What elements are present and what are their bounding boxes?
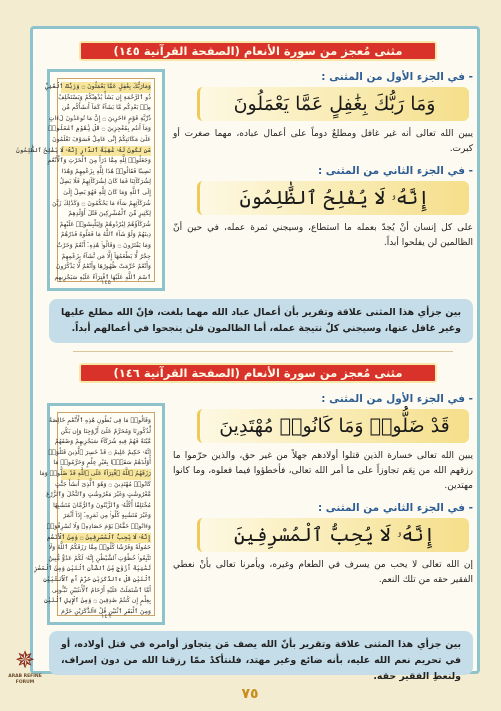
mushaf-page-image xyxy=(16,69,165,291)
part1-verse: وَمَا رَبُّكَ بِغَٰفِلٍ عَمَّا يَعْمَلُونَ xyxy=(197,87,469,121)
section-divider xyxy=(73,351,453,352)
mushaf-text-block xyxy=(34,412,155,616)
mushaf-page-number: ١٤٦ xyxy=(101,613,111,620)
part1-heading: - في الجزء الأول من المثنى : xyxy=(321,393,473,405)
mushaf-line: وَمِنَ ٱلْبَقَرِ ٱثْنَيْنِ قُلْ ءَآلذَّكَرَيْنِ حَرَّمَ xyxy=(61,607,151,615)
mushaf-line: تَتَّبِعُوا۟ خُطُوَٰتِ ٱلشَّيْطَٰنِ إِنَّهُۥ لَكُمْ عَدُوٌّ مُّبِينٌ xyxy=(48,554,151,562)
part2-verse: إِنَّهُۥ لَا يُفْلِحُ ٱلظَّٰلِمُونَ xyxy=(197,181,469,215)
mushaf-line: مَّعْرُوشَٰتٍ وَغَيْرَ مَعْرُوشَٰتٍ وَٱلنَّخْلَ وَٱلزَّرْعَ xyxy=(46,491,151,499)
part1-verse: قَدْ ضَلُّوا۟ وَمَا كَانُوا۟ مُهْتَدِينَ xyxy=(197,409,469,443)
mushaf-line: وَمَارَبُّكَ بِغَٰفِلٍ عَمَّا يَعْمَلُونَ ۝ وَرَبُّكَ ٱلْغَنِيُّ xyxy=(61,82,151,93)
mushaf-line: لِكَثِيرٍ مِّنَ ٱلْمُشْرِكِينَ قَتْلَ أَوْلَٰدِهِمْ xyxy=(68,210,151,218)
mushaf-line: حَمُولَةً وَفَرْشًا كُلُوا۟ مِمَّا رَزَقَكُمُ ٱللَّهُ وَلَا xyxy=(48,544,151,552)
mushaf-line: دِينَهُمْ وَلَوْ شَآءَ ٱللَّهُ مَا فَعَلُوهُ فَذَرْهُمْ xyxy=(60,231,151,239)
mushaf-line: مَن تَكُونُ لَهُۥ عَٰقِبَةُ ٱلدَّارِ إِنَّهُۥ لَا يُفْلِحُ ٱلظَّٰلِمُونَ xyxy=(61,146,151,157)
mushaf-line: مَّيْتَةً فَهُمْ فِيهِ شُرَكَآءُ سَيَجْزِيهِمْ وَصْفَهُمْ xyxy=(54,438,151,446)
mushaf-text-block xyxy=(16,78,155,282)
mushaf-line: وَمَا يَفْتَرُونَ ۝ وَقَالُوا۟ هَٰذِهِۦٓ أَنْعَٰمٌ وَحَرْثٌ xyxy=(56,241,151,249)
mushaf-line: أَمَّا ٱشْتَمَلَتْ عَلَيْهِ أَرْحَامُ ٱلْأُنثَيَيْنِ نَبِّـُٔونِى xyxy=(52,586,151,594)
mushaf-line: وَغَيْرَ مُتَشَٰبِهٍ كُلُوا۟ مِن ثَمَرِهِۦٓ إِذَآ أَثْمَرَ xyxy=(63,512,151,520)
mushaf-line: كَانُوا۟ مُهْتَدِينَ ۝ وَهُوَ ٱلَّذِىٓ أَنشَأَ جَنَّٰتٍ xyxy=(55,480,151,488)
mushaf-line: إِلَى ٱللَّهِ وَمَا كَانَ لِلَّهِ فَهُوَ يَصِلُ إِلَىٰ xyxy=(63,188,151,196)
page-number: ٧٥ xyxy=(241,686,259,702)
part1-explanation: يبين الله تعالى أنه غير غافل ومطلعٌ دوماً على أعمال عباده، مهما صغرت أو كبرت. xyxy=(173,129,473,154)
mushaf-line: شُرَكَآئِهِمْ سَآءَ مَا يَحْكُمُونَ ۝ وَكَذَٰلِكَ زَيَّنَ xyxy=(52,199,151,207)
part1-explanation: يبين الله تعالى خسارة الذين قتلوا أولادهم جهلاً من غير حق، والذين حرّموا ما رزقهم الله من نِعَم تجاوزاً على ما أمر الله تعالى، فأخطؤوا فيما فعلوه، وما كانوا مهتدين. xyxy=(173,451,473,491)
summary-box: بين جزأي هذا المثنى علاقة وتقرير بأن أعمال عباد الله مهما بلغت، فإنّ الله مطلع عليها وغير غافل عنها، وسيجني كلٌ نتيجة عمله، أما الظالمون فلن ينجحوا في أعمالهم أبداً. xyxy=(49,299,473,343)
mushaf-line: وَمَآ أَنتُم بِمُعْجِزِينَ ۝ قُلْ يَٰقَوْمِ ٱعْمَلُوا۟ xyxy=(48,125,151,133)
mushaf-line: وَءَاتُوا۟ حَقَّهُۥ يَوْمَ حَصَادِهِۦ وَلَا تُسْرِفُوٓا۟ xyxy=(46,522,151,530)
eagle-icon: ✵ xyxy=(14,646,36,674)
mushaf-line: لِشُرَكَآئِنَا فَمَا كَانَ لِشُرَكَآئِهِمْ فَلَا يَصِلُ xyxy=(59,178,151,186)
mushaf-line: ٱسْمَ ٱللَّهِ عَلَيْهَا ٱفْتِرَآءً عَلَيْهِ سَيَجْزِيهِم xyxy=(54,273,151,281)
mushaf-page-number: ١٤٥ xyxy=(101,279,111,286)
mushaf-line: وَقَالُوا۟ مَا فِى بُطُونِ هَٰذِهِ ٱلْأَنْعَٰمِ خَالِصَةٌ xyxy=(48,417,151,424)
part1-heading: - في الجزء الأول من المثنى : xyxy=(321,71,473,83)
section-title: مثنى مُعجز من سورة الأنعام (الصفحة القرآنية ١٤٥) xyxy=(79,41,437,61)
mushaf-line: مُخْتَلِفًا أُكُلُهُۥ وَٱلزَّيْتُونَ وَٱلرُّمَّانَ مُتَشَٰبِهًا xyxy=(53,501,151,509)
mushaf-page-image xyxy=(34,403,165,625)
mushaf-line: إِنَّهُۥ حَكِيمٌ عَلِيمٌ ۝ قَدْ خَسِرَ ٱلَّذِينَ قَتَلُوٓا۟ xyxy=(48,448,151,456)
part2-explanation: إن الله تعالى لا يحب من يسرف في الطعام وغيره، ويأمرنا تعالى بأنْ نعطي الفقير حقه من تلك النعم. xyxy=(173,560,473,585)
section-content xyxy=(173,69,473,257)
mushaf-line: ثَمَٰنِيَةَ أَزْوَٰجٍ مِّنَ ٱلضَّأْنِ ٱثْنَيْنِ وَمِنَ ٱلْمَعْزِ xyxy=(34,565,151,573)
part2-explanation: على كل إنسان أنْ يُجدّ بعمله ما استطاع، وسيجني ثمرة عمله، في حين أنّ الظالمين لن يفلحوا أبداً. xyxy=(173,223,473,248)
mushaf-line: نَصِيبًا فَقَالُوا۟ هَٰذَا لِلَّهِ بِزَعْمِهِمْ وَهَٰذَا xyxy=(61,167,151,175)
mushaf-line: بِعِلْمٍ إِن كُنتُمْ صَٰدِقِينَ ۝ وَمِنَ ٱلْإِبِلِ ٱثْنَيْنِ xyxy=(44,597,151,605)
mushaf-line: وَأَنْعَٰمٌ حُرِّمَتْ ظُهُورُهَا وَأَنْعَٰمٌ لَّا يَذْكُرُونَ xyxy=(55,263,151,271)
mushaf-line: مِنۢ بَعْدِكُم مَّا يَشَآءُ كَمَآ أَنشَأَكُم مِّن xyxy=(61,104,151,112)
mushaf-line: عَلَىٰ مَكَانَتِكُمْ إِنِّى عَامِلٌ فَسَوْفَ تَعْلَمُونَ xyxy=(52,135,151,143)
mushaf-line: رَزَقَهُمُ ٱللَّهُ ٱفْتِرَآءً عَلَى ٱللَّهِ قَدْ ضَلُّوا۟ وَمَا xyxy=(61,469,151,480)
summary-box: بين جزأي هذا المثنى علاقة وتقرير بأنّ الله يصف مَن يتجاوز أوامره في قتل أولاده، أو في تحريم نعم الله عليه، بأنه ضائع وغير مهتد، فلنتأكدْ ممّا رزقنا الله من دون إسراف، ولنعطِ الفقير حقه. xyxy=(49,631,473,675)
logo-text: ARAB REFINE FORUM xyxy=(8,674,42,685)
part2-heading: - في الجزء الثاني من المثنى : xyxy=(317,165,473,177)
mushaf-line: إِنَّهُۥ لَا يُحِبُّ ٱلْمُسْرِفِينَ ۝ وَمِنَ ٱلْأَنْعَٰمِ xyxy=(61,533,151,544)
mushaf-line: حِجْرٌ لَّا يَطْعَمُهَآ إِلَّا مَن نَّشَآءُ بِزَعْمِهِمْ xyxy=(61,252,151,260)
mushaf-line: لِّذُكُورِنَا وَمُحَرَّمٌ عَلَىٰٓ أَزْوَٰجِنَا وَإِن يَكُن xyxy=(60,427,151,435)
forum-logo xyxy=(2,646,48,708)
mushaf-line: وَجَعَلُوا۟ لِلَّهِ مِمَّا ذَرَأَ مِنَ ٱلْحَرْثِ وَٱلْأَنْعَٰمِ xyxy=(47,157,151,165)
part2-heading: - في الجزء الثاني من المثنى : xyxy=(317,502,473,514)
mushaf-line: ٱثْنَيْنِ قُلْ ءَآلذَّكَرَيْنِ حَرَّمَ أَمِ ٱلْأُنثَيَيْنِ xyxy=(43,575,151,583)
section-page-145 xyxy=(16,37,473,337)
part2-verse: إِنَّهُۥ لَا يُحِبُّ ٱلْمُسْرِفِينَ xyxy=(197,518,469,552)
section-page-146 xyxy=(34,363,473,682)
mushaf-line: ذُو ٱلرَّحْمَةِ إِن يَشَأْ يُذْهِبْكُمْ وَيَسْتَخْلِفْ xyxy=(58,93,151,101)
mushaf-line: ذُرِّيَّةِ قَوْمٍ ءَاخَرِينَ ۝ إِنَّ مَا تُوعَدُونَ لَءَاتٍ xyxy=(48,114,151,122)
mushaf-line: أَوْلَٰدَهُمْ سَفَهًۢا بِغَيْرِ عِلْمٍ وَحَرَّمُوا۟ مَا xyxy=(53,459,151,467)
section-title: مثنى مُعجز من سورة الأنعام (الصفحة القرآنية ١٤٦) xyxy=(79,363,437,383)
section-content xyxy=(173,391,473,594)
mushaf-line: شُرَكَآؤُهُمْ لِيُرْدُوهُمْ وَلِيَلْبِسُوا۟ عَلَيْهِمْ xyxy=(59,220,151,228)
